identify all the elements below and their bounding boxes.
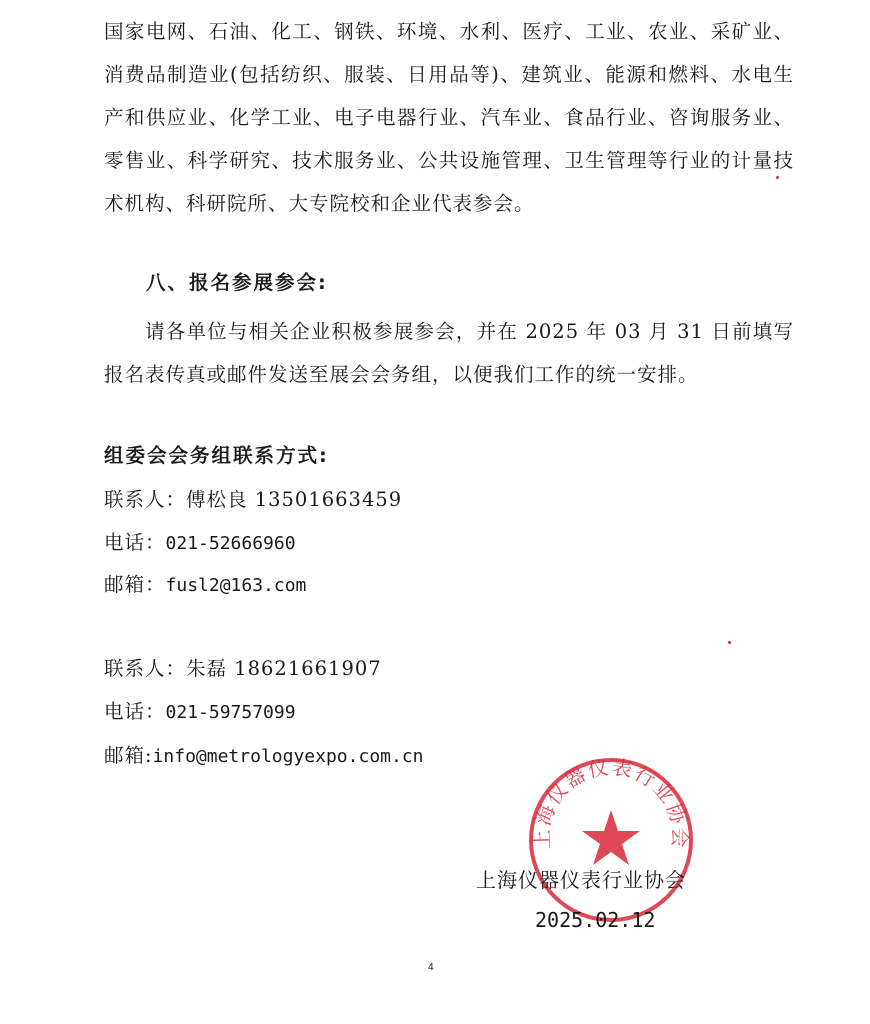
contact2-phone [104, 696, 296, 724]
contact1-phone-value: 021-52666960 [165, 533, 296, 554]
contact2-phone-value: 021-59757099 [165, 702, 296, 723]
participants-paragraph: 国家电网、石油、化工、钢铁、环境、水利、医疗、工业、农业、采矿业、消费品制造业(包括纺织、服装、日用品等)、建筑业、能源和燃料、水电生产和供应业、化学工业、电子电器行业、汽车业、食品行业、咨询服务业、零售业、科学研究、技术服务业、公共设施管理、卫生管理等行业的计量技术机构、科研院所、大专院校和企业代表参会。 [104, 20, 794, 215]
contact2-email-value: info@metrologyexpo.com.cn [152, 746, 424, 767]
ink-speck [728, 641, 731, 644]
contact1-person-value: 傅松良 13501663459 [186, 488, 403, 511]
contact1-email-value: fusl2@163.com [165, 575, 307, 596]
star-icon [582, 810, 640, 865]
contact2-email [104, 740, 424, 768]
section-8-heading: 八、报名参展参会: [146, 271, 328, 294]
registration-paragraph: 请各单位与相关企业积极参展参会，并在 2025 年 03 月 31 日前填写报名表传真或邮件发送至展会会务组，以便我们工作的统一安排。 [104, 320, 794, 386]
contact2-person-value: 朱磊 18621661907 [186, 657, 382, 680]
issuing-organization: 上海仪器仪表行业协会 [476, 868, 686, 892]
contact1-email [104, 569, 306, 597]
page-number: 4 [428, 962, 434, 973]
contact1-phone-label: 电话： [104, 531, 166, 554]
contact1-person [104, 484, 402, 512]
contact-section-title: 组委会会务组联系方式: [104, 444, 329, 467]
contact1-email-label: 邮箱： [104, 573, 166, 596]
contact2-person [104, 653, 382, 681]
svg-text:上海仪器仪表行业协会: 上海仪器仪表行业协会 [529, 755, 693, 850]
contact1-phone [104, 527, 296, 555]
contact2-person-label: 联系人： [104, 657, 187, 680]
issue-date: 2025.02.12 [535, 908, 656, 932]
contact2-email-label: 邮箱: [104, 744, 153, 767]
contact2-phone-label: 电话： [104, 700, 166, 723]
official-seal [526, 755, 696, 925]
ink-speck [776, 176, 779, 179]
contact1-person-label: 联系人： [104, 488, 187, 511]
